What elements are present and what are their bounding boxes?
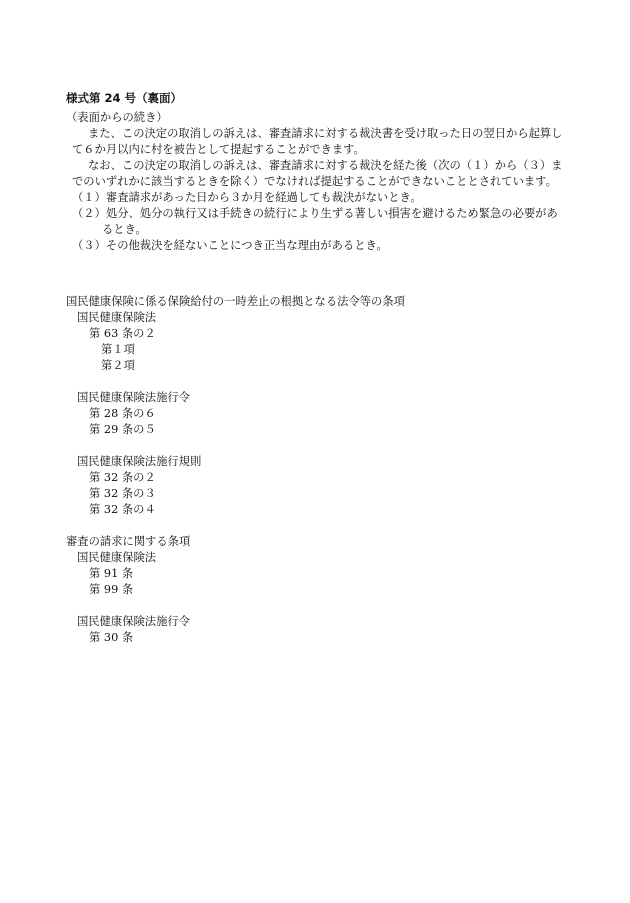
form-title: 様式第 24 号（裏面） [66, 91, 183, 105]
article: 第 32 条の２ [89, 471, 156, 484]
list-item: （３）その他裁決を経ないことにつき正当な理由があるとき。 [72, 239, 388, 252]
section-heading: 国民健康保険に係る保険給付の一時差止の根拠となる法令等の条項 [66, 295, 405, 308]
list-item: （１）審査請求があった日から３か月を経過しても裁決がないとき。 [72, 191, 422, 204]
law-name: 国民健康保険法施行規則 [77, 455, 202, 468]
paragraph-line: なお、この決定の取消しの訴えは、審査請求に対する裁決を経た後（次の（１）から（３）ま [88, 159, 563, 172]
section-heading: 審査の請求に関する条項 [66, 535, 191, 548]
article: 第 91 条 [89, 567, 134, 580]
list-item-continuation: るとき。 [102, 223, 147, 236]
article: 第 29 条の５ [89, 423, 156, 436]
law-name: 国民健康保険法 [77, 551, 157, 564]
article: 第 63 条の２ [89, 327, 156, 340]
paragraph-line: また、この決定の取消しの訴えは、審査請求に対する裁決書を受け取った日の翌日から起算し [88, 127, 563, 140]
paragraph-ref: 第１項 [101, 343, 135, 356]
continuation-label: （表面からの続き） [66, 111, 168, 124]
paragraph-line: でのいずれかに該当するときを除く）でなければ提起することができないこととされています。 [72, 175, 557, 188]
list-item: （２）処分、処分の執行又は手続きの続行により生ずる著しい損害を避けるため緊急の必要があ [72, 207, 558, 220]
article: 第 28 条の６ [89, 407, 156, 420]
article: 第 99 条 [89, 583, 134, 596]
article: 第 30 条 [89, 631, 134, 644]
paragraph-ref: 第２項 [101, 359, 135, 372]
law-name: 国民健康保険法施行令 [77, 615, 190, 628]
article: 第 32 条の３ [89, 487, 156, 500]
law-name: 国民健康保険法施行令 [77, 391, 190, 404]
article: 第 32 条の４ [89, 503, 156, 516]
paragraph-line: て６か月以内に村を被告として提起することができます。 [72, 143, 365, 156]
law-name: 国民健康保険法 [77, 311, 157, 324]
